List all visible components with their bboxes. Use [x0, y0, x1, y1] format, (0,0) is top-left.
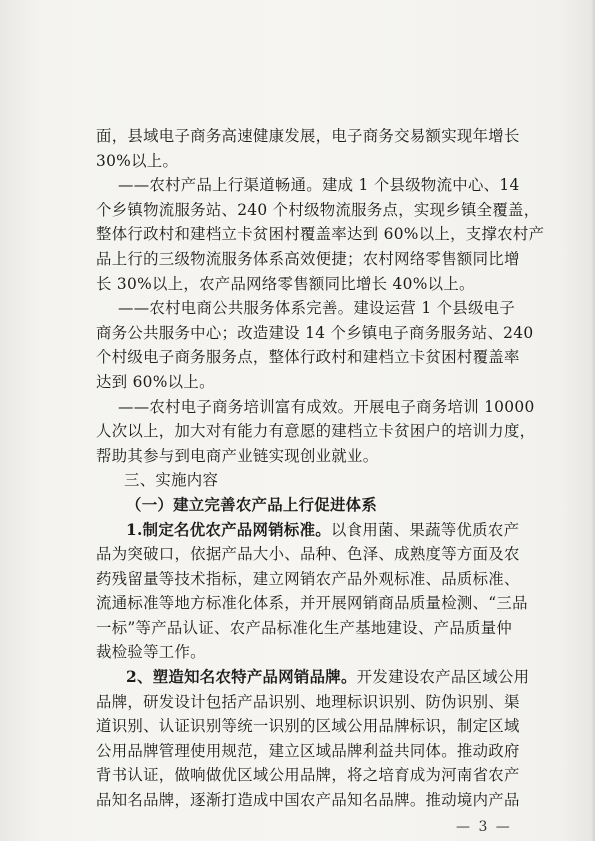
text-line: 公用品牌管理使用规范，建立区域品牌利益共同体。推动政府 [96, 741, 520, 760]
page-edge [591, 0, 595, 841]
text-line: 裁检验等工作。 [96, 643, 206, 662]
text-line: 背书认证，做响做优区域公用品牌，将之培育成为河南省农产 [96, 766, 520, 785]
text-line: 商务公共服务中心；改造建设 14 个乡镇电子商务服务站、240 [96, 323, 534, 342]
text-line: 30%以上。 [96, 151, 179, 170]
text-line [96, 518, 526, 543]
item-lead: 1.制定名优农产品网销标准。 [126, 520, 331, 539]
text-line: 面，县域电子商务高速健康发展，电子商务交易额实现年增长 [96, 127, 520, 145]
text-line: 品上行的三级物流服务体系高效便捷；农村网络零售额同比增 [96, 249, 520, 268]
text-line: 药残留量等技术指标，建立网销农产品外观标准、品质标准、 [96, 569, 520, 588]
item-text: 以食用菌、果蔬等优质农产 [330, 520, 520, 539]
text-line: 帮助其参与到电商产业链实现创业就业。 [96, 446, 379, 465]
text-line: ——农村产品上行渠道畅通。建成 1 个县级物流中心、14 [118, 176, 520, 195]
subsection-heading: （一）建立完善农产品上行促进体系 [126, 495, 378, 514]
text-line: 人次以上，加大对有能力有意愿的建档立卡贫困户的培训力度， [96, 422, 536, 441]
text-line: 道识别、认证识别等统一识别的区域公用品牌标识，制定区域 [96, 717, 520, 736]
text-line: 长 30%以上，农产品网络零售额同比增长 40%以上。 [96, 274, 475, 293]
text-line: 流通标准等地方标准化体系，并开展网销商品质量检测、“三品 [96, 594, 528, 613]
text-line: 个乡镇物流服务站、240 个村级物流服务点，实现乡镇全覆盖， [96, 200, 540, 219]
body-text [96, 124, 545, 813]
item-text: 开发建设农产品区域公用 [356, 668, 530, 687]
text-line: 个村级电子商务服务点，整体行政村和建档立卡贫困村覆盖率 [96, 348, 520, 367]
text-line: 品为突破口，依据产品大小、品种、色泽、成熟度等方面及农 [96, 545, 520, 564]
text-line: ——农村电子商务培训富有成效。开展电子商务培训 10000 [118, 397, 535, 416]
item-lead: 2、塑造知名农特产品网销品牌。 [126, 668, 357, 687]
page-number: — 3 — [456, 819, 512, 835]
text-line: ——农村电商公共服务体系完善。建设运营 1 个县级电子 [118, 299, 516, 318]
text-line: 品牌，研发设计包括产品识别、地理标识识别、防伪识别、渠 [96, 692, 520, 711]
text-line [96, 665, 530, 690]
text-line: 一标”等产品认证、农产品标准化生产基地建设、产品质量仲 [96, 618, 513, 637]
text-line: 达到 60%以上。 [96, 372, 215, 391]
section-heading: 三、实施内容 [124, 471, 219, 490]
text-line: 品知名品牌，逐渐打造成中国农产品知名品牌。推动境内产品 [96, 791, 520, 810]
text-line: 整体行政村和建档立卡贫困村覆盖率达到 60%以上，支撑农村产 [96, 225, 545, 244]
